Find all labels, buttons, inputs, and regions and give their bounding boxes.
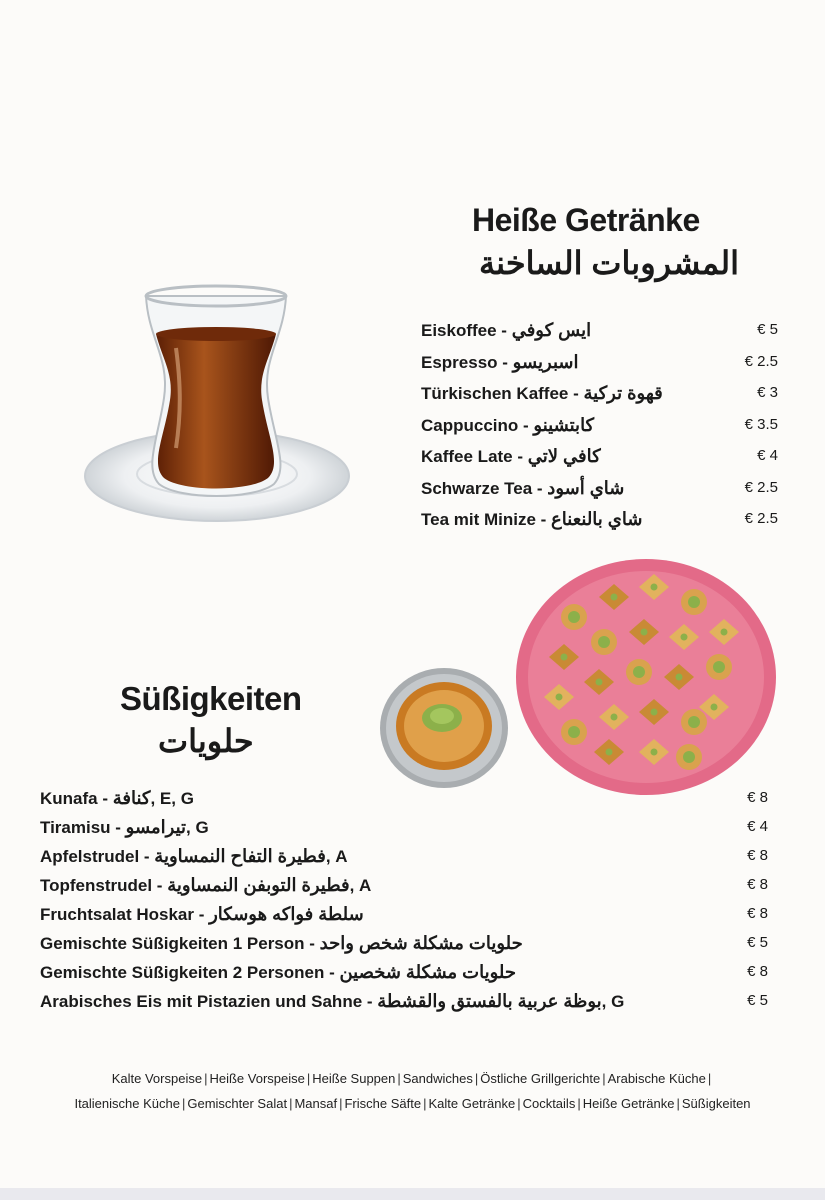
pistachio-crumb-shape (651, 709, 658, 716)
footer-separator: | (517, 1096, 521, 1111)
item-price: € 3.5 (744, 415, 778, 433)
item-price: € 8 (747, 876, 768, 893)
item-name (40, 786, 194, 811)
item-name-ar: اسبريسو (512, 351, 579, 372)
item-name-de: Gemischte Süßigkeiten 2 Personen - (40, 963, 340, 982)
item-name (40, 873, 371, 898)
footer-separator: | (289, 1096, 293, 1111)
item-name (40, 902, 364, 927)
item-name-de: Cappuccino - (421, 415, 534, 435)
item-price: € 2.5 (744, 510, 778, 527)
item-price: € 8 (747, 963, 768, 980)
sweets-title-de: Süßigkeiten (120, 680, 302, 717)
pistachio-crumb-shape (611, 714, 618, 721)
item-name-ar: كنافة (112, 788, 151, 808)
hot_drinks-item (421, 444, 778, 474)
pistachio-crumb-shape (651, 584, 658, 591)
item-price: € 8 (747, 905, 768, 922)
tea-glass-image (84, 278, 352, 528)
item-name (421, 507, 642, 532)
item-price: € 4 (747, 818, 768, 835)
footer-nav-link[interactable]: Sandwiches (402, 1071, 473, 1086)
item-name (421, 381, 663, 406)
footer-nav-link[interactable]: Italienische Küche (74, 1096, 180, 1111)
pistachio-crumb-shape (651, 749, 658, 756)
item-name-ar: شاي بالنعناع (551, 509, 643, 529)
footer-nav-link[interactable]: Frische Säfte (344, 1096, 422, 1111)
item-name (421, 413, 594, 438)
hot_drinks-item (421, 476, 778, 506)
item-name-de: Kaffee Late - (421, 447, 528, 466)
item-name-de: Topfenstrudel - (40, 876, 168, 895)
footer-separator: | (676, 1096, 680, 1111)
pistachio-filling-shape (688, 716, 700, 728)
item-allergens: , E, G (150, 789, 194, 808)
footer-nav-link[interactable]: Heiße Suppen (312, 1071, 396, 1086)
pistachio-filling-shape (683, 751, 695, 763)
item-name-ar: قهوة تركية (583, 383, 663, 403)
item-name-ar: تيرامسو (125, 817, 187, 837)
item-name-ar: شاي أسود (547, 477, 625, 498)
pistachio-crumb-shape (611, 594, 618, 601)
pistachio-crumb-shape (606, 749, 613, 756)
item-name (40, 815, 209, 840)
footer-nav-link[interactable]: Heiße Getränke (582, 1096, 675, 1111)
pistachio-filling-shape (568, 611, 580, 623)
footer-nav-link[interactable]: Gemischter Salat (187, 1096, 288, 1111)
footer-separator: | (474, 1071, 479, 1086)
sweets-item (40, 931, 768, 961)
sweets-title-ar: حلويات (158, 723, 254, 759)
footer-separator: | (204, 1071, 208, 1086)
pistachio-crumb-shape (596, 679, 603, 686)
item-price: € 5 (747, 992, 768, 1009)
footer-nav-link[interactable]: Heiße Vorspeise (209, 1071, 305, 1086)
hot_drinks-item (421, 381, 778, 411)
footer-separator: | (577, 1096, 581, 1111)
pistachio-crumb-shape (711, 704, 718, 711)
footer-separator: | (707, 1071, 712, 1086)
hot_drinks-item (421, 318, 778, 348)
footer-nav-link[interactable]: Cocktails (522, 1096, 576, 1111)
item-name-de: Arabisches Eis mit Pistazien und Sahne - (40, 992, 378, 1011)
pistachio-filling-shape (598, 636, 610, 648)
footer-separator: | (423, 1096, 427, 1111)
baklava-plate-image (514, 557, 778, 797)
item-price: € 3 (757, 384, 778, 401)
pistachio-crumb-shape (721, 629, 728, 636)
item-name-de: Apfelstrudel - (40, 847, 155, 866)
footer-nav-link[interactable]: Östliche Grillgerichte (480, 1071, 601, 1086)
sweets-item (40, 786, 768, 816)
item-name-ar: كابتشينو (533, 414, 595, 435)
item-name-ar: فطيرة التوبفن النمساوية (167, 875, 350, 895)
sweets-item (40, 902, 768, 932)
item-name (421, 350, 578, 375)
item-name-de: Fruchtsalat Hoskar - (40, 905, 210, 924)
item-price: € 8 (747, 789, 768, 806)
item-name (421, 444, 601, 469)
footer-nav-link[interactable]: Arabische Küche (607, 1071, 706, 1086)
pistachio-crumb-shape (641, 629, 648, 636)
item-name (40, 844, 348, 869)
footer-separator: | (339, 1096, 343, 1111)
pistachio-filling-shape (568, 726, 580, 738)
pistachio-crumb-shape (556, 694, 563, 701)
pistachio-filling-shape (688, 596, 700, 608)
footer-nav-link[interactable]: Mansaf (294, 1096, 338, 1111)
footer-separator: | (306, 1071, 311, 1086)
item-allergens: , A (349, 876, 372, 895)
hot_drinks-item (421, 413, 778, 443)
item-name-ar: فطيرة التفاح النمساوية (154, 846, 326, 866)
hot-drinks-title-de: Heiße Getränke (472, 202, 700, 238)
item-name-ar: حلويات مشكلة شخصين (339, 962, 517, 982)
footer-nav-link[interactable]: Kalte Vorspeise (111, 1071, 203, 1086)
sweets-item (40, 815, 768, 845)
hot-drinks-title-ar: المشروبات الساخنة (479, 245, 739, 281)
item-name (40, 931, 523, 956)
item-name (421, 318, 591, 343)
item-allergens: , G (186, 818, 209, 837)
item-name (40, 960, 516, 985)
item-name-de: Tiramisu - (40, 818, 126, 837)
item-name-ar: كافي لاتي (527, 446, 601, 466)
item-name-ar: سلطة فواكه هوسكار (209, 904, 364, 924)
sweets-item (40, 960, 768, 990)
item-price: € 4 (757, 447, 778, 464)
footer-separator: | (397, 1071, 401, 1086)
item-allergens: , G (601, 992, 625, 1011)
footer-nav-line-2 (0, 1092, 825, 1116)
item-price: € 5 (757, 321, 778, 338)
item-name-de: Tea mit Minize - (421, 510, 552, 529)
footer-separator: | (181, 1096, 186, 1111)
item-name-de: Gemischte Süßigkeiten 1 Person - (40, 934, 320, 953)
item-name (40, 989, 624, 1014)
footer-nav-link[interactable]: Kalte Getränke (428, 1096, 516, 1111)
pistachio-crumb-shape (561, 654, 568, 661)
hot_drinks-item (421, 350, 778, 380)
item-price: € 8 (747, 847, 768, 864)
item-price: € 2.5 (744, 478, 778, 496)
sweets-item (40, 873, 768, 903)
hot_drinks-item (421, 507, 778, 537)
item-name-ar: حلويات مشكلة شخص واحد (319, 933, 523, 953)
item-name-de: Türkischen Kaffee - (421, 384, 584, 403)
pistachio-crumb-shape (676, 674, 683, 681)
pistachio-crumb-shape (681, 634, 688, 641)
item-name-ar: ايس كوفي (511, 320, 592, 340)
item-price: € 5 (747, 934, 768, 951)
sweets-item (40, 989, 768, 1019)
item-name (421, 476, 624, 501)
item-name-ar: بوظة عربية بالفستق والقشطة (377, 991, 602, 1011)
footer-nav-link[interactable]: Süßigkeiten (681, 1096, 751, 1111)
item-allergens: , A (325, 847, 348, 866)
item-name-de: Eiskoffee - (421, 321, 512, 340)
item-name-de: Espresso - (421, 352, 513, 372)
item-name-de: Kunafa - (40, 789, 113, 808)
item-price: € 2.5 (744, 352, 778, 370)
kunafa-plate-image (378, 666, 510, 790)
footer-separator: | (602, 1071, 606, 1086)
item-name-de: Schwarze Tea - (421, 478, 548, 498)
footer-nav-line-1 (0, 1067, 825, 1091)
sweets-item (40, 844, 768, 874)
pistachio-filling-shape (633, 666, 645, 678)
pistachio-filling-shape (713, 661, 725, 673)
